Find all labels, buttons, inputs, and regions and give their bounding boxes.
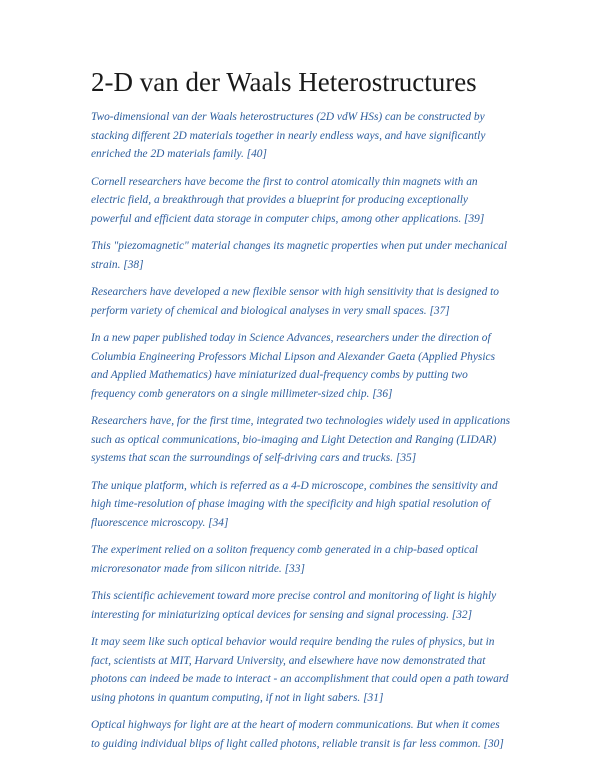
paragraph-light-control: This scientific achievement toward more precise control and monitoring of light is highly interesting for miniaturizing optical devices for sensing and signal processing. [32] bbox=[91, 590, 497, 621]
paragraph-photons-interact: It may seem like such optical behavior would require bending the rules of physics, but in fact, scientists at MIT, Harvard University, and elsewhere have now demonstrated that photons can indeed be made to interact - an accomplishment that could open a path toward using photons in quantum computing, if not in light sabers. [31] bbox=[91, 636, 509, 704]
paragraph-soliton-comb: The experiment relied on a soliton frequency comb generated in a chip-based optical microresonator made from silicon nitride. [33] bbox=[91, 544, 478, 575]
document-body bbox=[91, 108, 511, 762]
paragraph-dual-frequency-combs: In a new paper published today in Science Advances, researchers under the direction of Columbia Engineering Professors Michal Lipson and Alexander Gaeta (Applied Physics and Applied Mathematics) have miniaturized dual-frequency combs by putting two frequency comb generators on a single millimeter-sized chip. [36] bbox=[91, 332, 496, 400]
paragraph-optical-highways: Optical highways for light are at the heart of modern communications. But when it comes to guiding individual blips of light called photons, reliable transit is far less common. [30] bbox=[91, 719, 504, 750]
paragraph-4d-microscope: The unique platform, which is referred as a 4-D microscope, combines the sensitivity and high time-resolution of phase imaging with the specificity and high spatial resolution of fluorescence microscopy. [34] bbox=[91, 479, 498, 529]
paragraph-cornell-magnets: Cornell researchers have become the first to control atomically thin magnets with an electric field, a breakthrough that provides a blueprint for producing exceptionally powerful and efficient data storage in computer chips, among other applications. [39] bbox=[91, 175, 485, 225]
paragraph-flexible-sensor: Researchers have developed a new flexible sensor with high sensitivity that is designed to perform variety of chemical and biological analyses in very small spaces. [37] bbox=[91, 286, 499, 317]
paragraph-vdw-heterostructures: Two-dimensional van der Waals heterostructures (2D vdW HSs) can be constructed by stacking different 2D materials together in nearly endless ways, and have significantly enriched the 2D materials family. [40] bbox=[91, 111, 486, 160]
page-title: 2-D van der Waals Heterostructures bbox=[91, 67, 477, 97]
paragraph-integrated-technologies: Researchers have, for the first time, integrated two technologies widely used in applications such as optical communications, bio-imaging and Light Detection and Ranging (LIDAR) systems that scan the surroundings of self-driving cars and trucks. [35] bbox=[91, 415, 511, 464]
paragraph-piezomagnetic: This "piezomagnetic" material changes its magnetic properties when put under mechanical strain. [38] bbox=[91, 240, 507, 271]
